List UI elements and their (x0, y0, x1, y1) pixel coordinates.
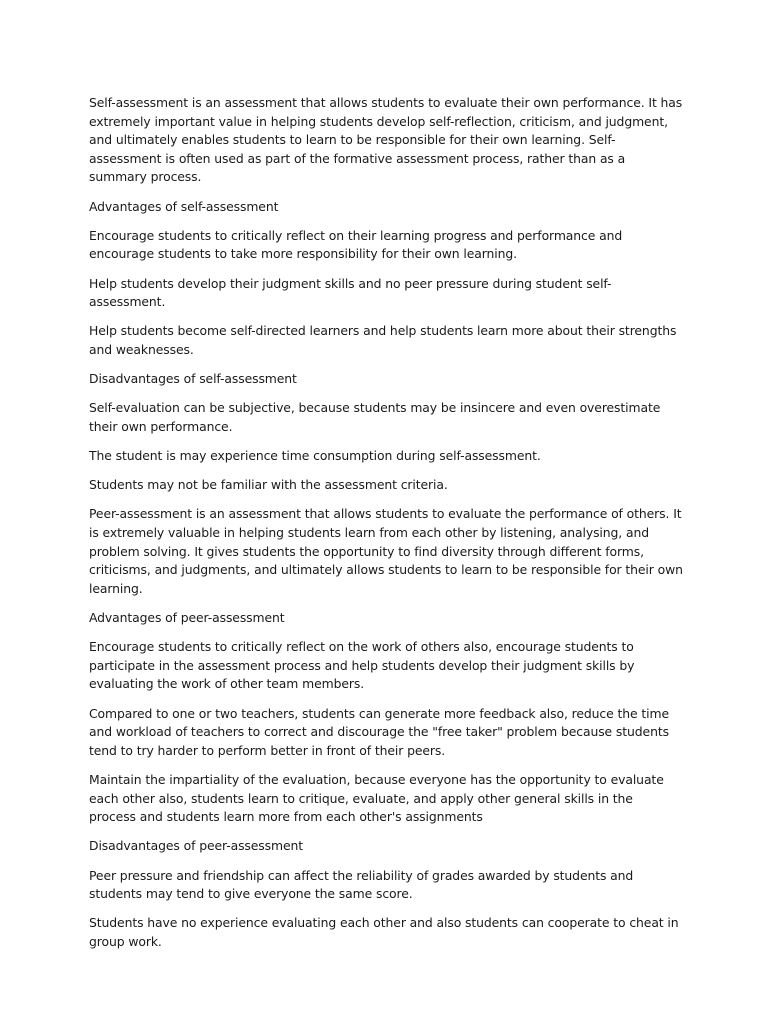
document-body (89, 94, 683, 962)
self-assessment-advantages-heading: Advantages of self-assessment (89, 198, 279, 214)
self-disadvantage-time-paragraph: The student is may experience time consumption during self-assessment. (89, 448, 541, 464)
self-advantage-judgment-paragraph: Help students develop their judgment skills and no peer pressure during student self-assessment. (89, 275, 612, 310)
peer-advantage-feedback-paragraph: Compared to one or two teachers, students can generate more feedback also, reduce the time and workload of teachers to correct and discourage the "free taker" problem because students tend to try harder to perform better in front of their peers. (89, 705, 669, 758)
self-assessment-intro-paragraph: Self-assessment is an assessment that allows students to evaluate their own performance. It has extremely important value in helping students develop self-reflection, criticism, and judgment, and ultimately enables students to learn to be responsible for their own learning. Self-assessment is often used as part of the formative assessment process, rather than as a summary process. (89, 95, 683, 185)
self-advantage-reflection-paragraph: Encourage students to critically reflect on their learning progress and performance and encourage students to take more responsibility for their own learning. (89, 227, 623, 262)
peer-advantage-reflection-paragraph: Encourage students to critically reflect on the work of others also, encourage students to participate in the assessment process and help students develop their judgment skills by evaluating the work of other team members. (89, 639, 635, 692)
peer-assessment-advantages-heading: Advantages of peer-assessment (89, 610, 285, 625)
peer-assessment-intro-paragraph: Peer-assessment is an assessment that allows students to evaluate the performance of others. It is extremely valuable in helping students learn from each other by listening, analysing, and problem solving. It gives students the opportunity to find diversity through different forms, criticisms, and judgments, and ultimately allows students to learn to be responsible for their own learning. (89, 506, 683, 596)
peer-disadvantage-experience-paragraph: Students have no experience evaluating each other and also students can cooperate to cheat in group work. (89, 915, 679, 949)
self-assessment-disadvantages-heading: Disadvantages of self-assessment (89, 371, 297, 387)
peer-disadvantage-pressure-paragraph: Peer pressure and friendship can affect the reliability of grades awarded by students and students may tend to give everyone the same score. (89, 867, 634, 902)
peer-advantage-impartiality-paragraph: Maintain the impartiality of the evaluation, because everyone has the opportunity to evaluate each other also, students learn to critique, evaluate, and apply other general skills in the process and students learn more from each other's assignments (89, 771, 664, 825)
self-disadvantage-subjective-paragraph: Self-evaluation can be subjective, because students may be insincere and even overestimate their own performance. (89, 400, 661, 434)
self-disadvantage-criteria-paragraph: Students may not be familiar with the assessment criteria. (89, 477, 448, 493)
self-advantage-self-directed-paragraph: Help students become self-directed learners and help students learn more about their strengths and weaknesses. (89, 323, 677, 357)
peer-assessment-disadvantages-heading: Disadvantages of peer-assessment (89, 838, 304, 854)
